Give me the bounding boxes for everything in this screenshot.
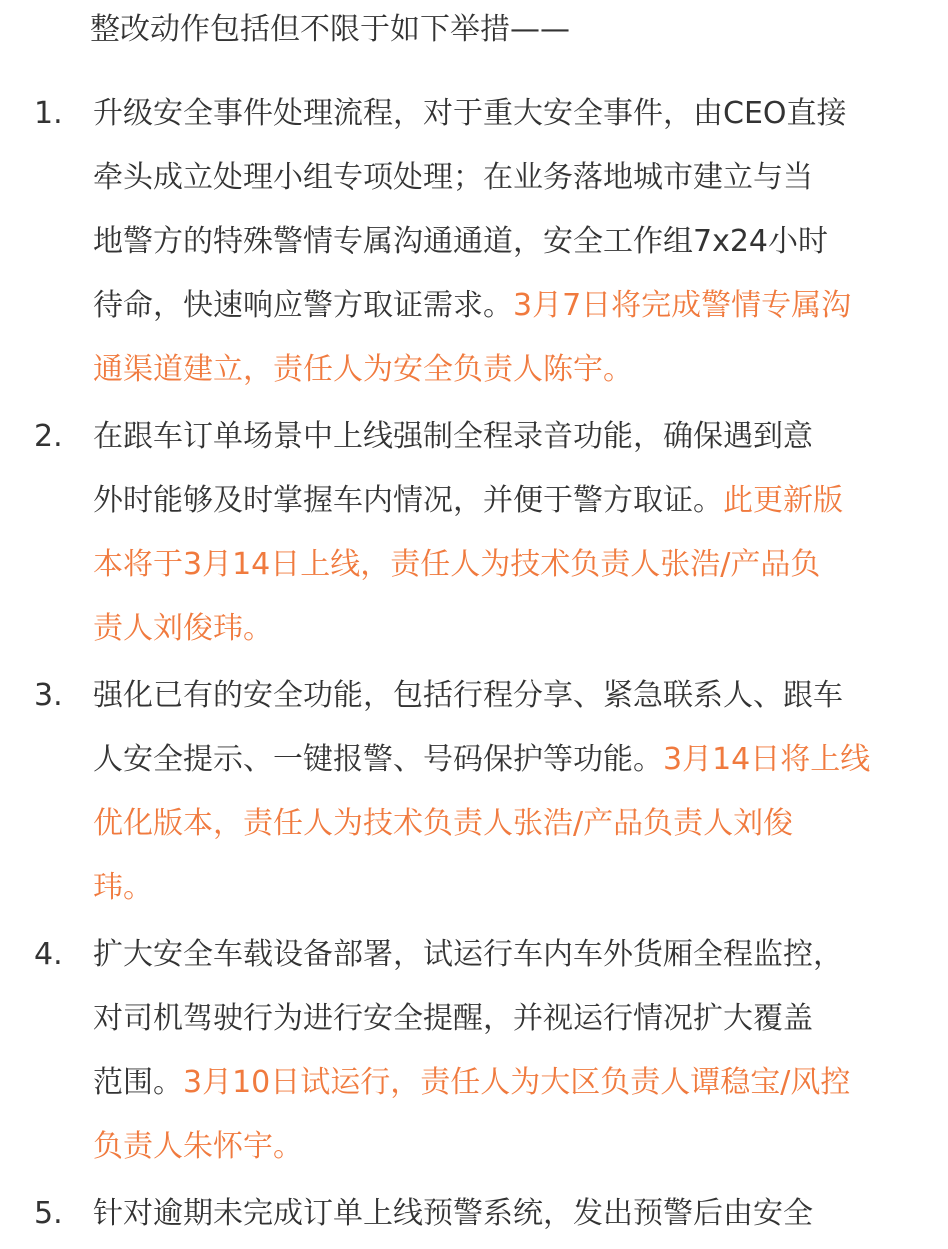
item-number: 5.	[34, 1196, 63, 1231]
text-line	[93, 987, 873, 1051]
highlighted-deadline-text: 此更新版	[723, 483, 843, 518]
text-line	[93, 597, 873, 661]
text-line	[93, 405, 873, 469]
highlighted-deadline-text: 负责人朱怀宇。	[93, 1129, 303, 1164]
body-text: 强化已有的安全功能，包括行程分享、紧急联系人、跟车	[93, 678, 843, 713]
highlighted-deadline-text: 通渠道建立，责任人为安全负责人陈宇。	[93, 352, 633, 387]
item-text	[93, 82, 873, 402]
item-text	[93, 923, 873, 1179]
highlighted-deadline-text: 玮。	[93, 870, 153, 905]
text-line	[93, 469, 873, 533]
text-line	[93, 210, 873, 274]
text-line	[93, 1051, 873, 1115]
text-line	[93, 664, 873, 728]
item-text	[93, 1182, 873, 1246]
text-line	[93, 1182, 873, 1246]
body-text: 扩大安全车载设备部署，试运行车内车外货厢全程监控，	[93, 937, 843, 972]
highlighted-deadline-text: 责人刘俊玮。	[93, 611, 273, 646]
body-text: 地警方的特殊警情专属沟通通道，安全工作组7x24小时	[93, 224, 829, 259]
text-line	[93, 338, 873, 402]
text-line	[93, 1115, 873, 1179]
item-number: 4.	[34, 937, 63, 972]
item-number: 3.	[34, 678, 63, 713]
highlighted-deadline-text: 3月10日试运行，责任人为大区负责人谭稳宝/风控	[183, 1065, 851, 1100]
body-text: 对司机驾驶行为进行安全提醒，并视运行情况扩大覆盖	[93, 1001, 813, 1036]
list-item	[0, 82, 948, 402]
body-text: 待命，快速响应警方取证需求。	[93, 288, 513, 323]
text-line	[93, 533, 873, 597]
text-line	[93, 792, 873, 856]
list-item	[0, 664, 948, 920]
body-text: 牵头成立处理小组专项处理；在业务落地城市建立与当	[93, 160, 813, 195]
body-text: 人安全提示、一键报警、号码保护等功能。	[93, 742, 663, 777]
text-line	[93, 856, 873, 920]
item-text	[93, 405, 873, 661]
highlighted-deadline-text: 优化版本，责任人为技术负责人张浩/产品负责人刘俊	[93, 806, 794, 841]
list-item	[0, 1182, 948, 1246]
item-number: 2.	[34, 419, 63, 454]
list-item	[0, 923, 948, 1179]
measures-list	[0, 82, 948, 1249]
highlighted-deadline-text: 3月7日将完成警情专属沟	[513, 288, 852, 323]
item-number: 1.	[34, 96, 63, 131]
item-text	[93, 664, 873, 920]
text-line	[93, 274, 873, 338]
body-text: 升级安全事件处理流程，对于重大安全事件，由CEO直接	[93, 96, 847, 131]
text-line	[93, 82, 873, 146]
text-line	[93, 146, 873, 210]
body-text: 外时能够及时掌握车内情况，并便于警方取证。	[93, 483, 723, 518]
body-text: 范围。	[93, 1065, 183, 1100]
highlighted-deadline-text: 3月14日将上线	[663, 742, 871, 777]
list-item	[0, 405, 948, 661]
highlighted-deadline-text: 本将于3月14日上线，责任人为技术负责人张浩/产品负	[93, 547, 821, 582]
body-text: 在跟车订单场景中上线强制全程录音功能，确保遇到意	[93, 419, 813, 454]
text-line	[93, 728, 873, 792]
body-text: 针对逾期未完成订单上线预警系统，发出预警后由安全	[93, 1196, 813, 1231]
text-line	[93, 923, 873, 987]
intro-text: 整改动作包括但不限于如下举措——	[90, 12, 570, 47]
